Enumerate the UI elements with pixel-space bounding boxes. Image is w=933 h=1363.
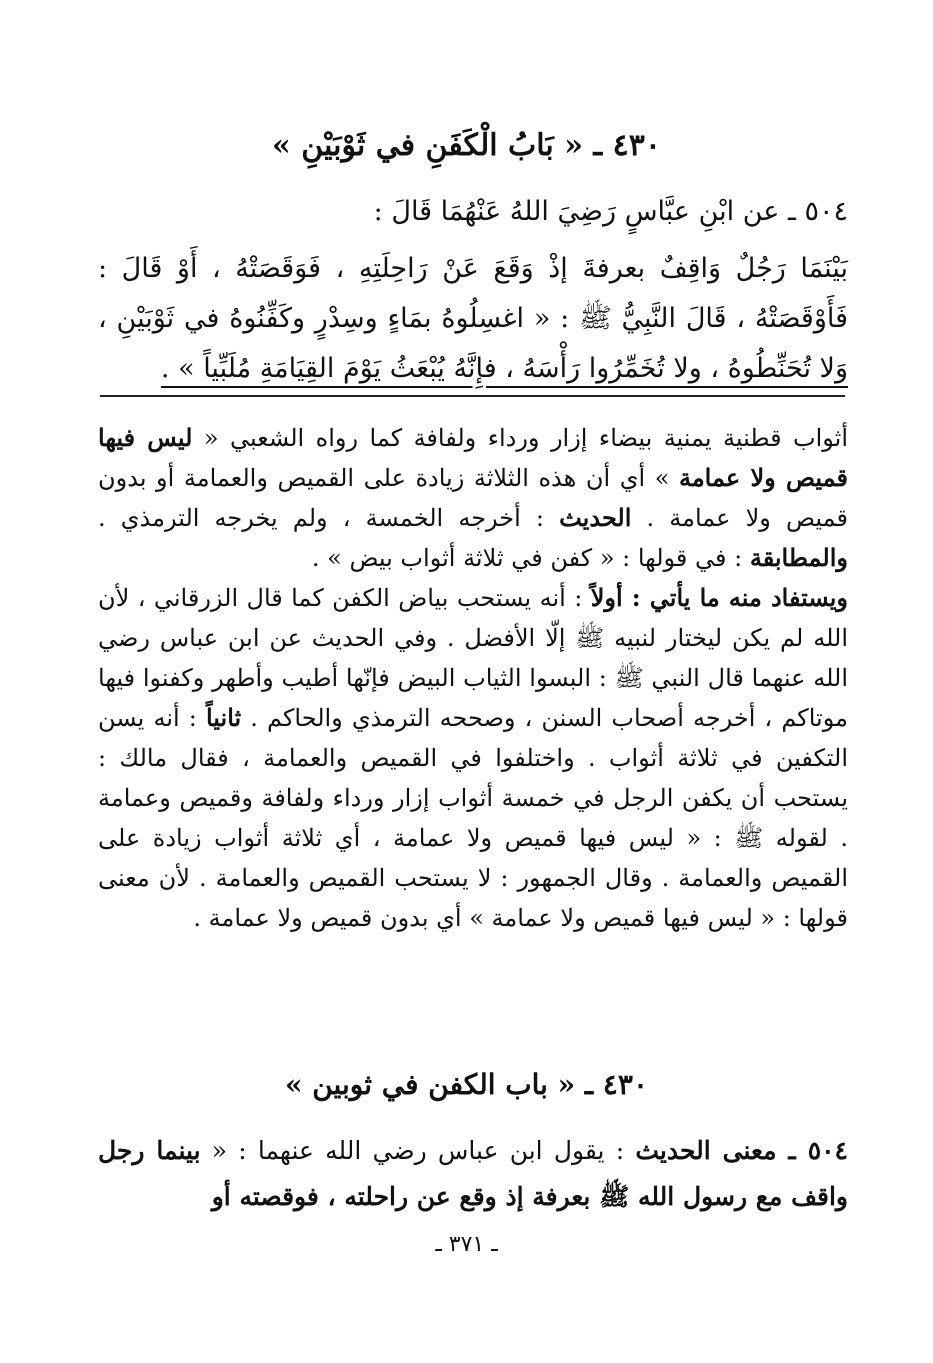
commentary — [98, 418, 848, 938]
commentary-text: : أنه يسن التكفين في ثلاثة أثواب . واختلفوا في القميص والعمامة ، فقال مالك : يستحب أن يكفن الرجل في خمسة أثواب إزار ورداء ولفافة وقميص وعمامة . لقوله ﷺ : « ليس فيها قميص ولا عمامة ، أي ثلاثة أثواب زيادة على القميص والعمامة . وقال الجمهور : لا يستحب القميص والعمامة . لأن معنى قولها : « ليس فيها قميص ولا عمامة » أي بدون قميص ولا عمامة . — [98, 704, 848, 932]
commentary-bold: والمطابقة — [749, 543, 848, 572]
chapter-title: ٤٣٠ ـ « بَابُ الْكَفَنِ في ثَوْبَيْنِ » — [272, 128, 661, 163]
meaning-paragraph — [98, 1128, 848, 1220]
commentary-text: : أخرجه الخمسة ، ولم يخرجه الترمذي . — [98, 504, 544, 532]
commentary-bold: الحديث — [559, 503, 632, 532]
commentary-bold: ليس فيها قميص ولا عمامة — [98, 423, 849, 492]
hadith-meaning — [98, 1128, 848, 1220]
commentary-text: : في قولها : « كفن في ثلاثة أثواب بيض » . — [311, 544, 743, 572]
separator-line — [100, 395, 845, 397]
section-title: ٤٣٠ ـ « باب الكفن في ثوبين » — [284, 1068, 649, 1101]
commentary-paragraph-2 — [98, 578, 848, 938]
hadith-intro: ٥٠٤ ـ عن ابْنِ عبَّاسٍ رَضِيَ اللهُ عَنْهُمَا قَالَ : — [373, 196, 848, 227]
meaning-text: : يقول ابن عباس رضي الله عنهما : « — [211, 1136, 625, 1165]
hadith-body: بَيْنَمَا رَجُلٌ وَاقِفٌ بعرفةَ إذْ وَقَعَ عَنْ رَاحِلَتِهِ ، فَوَقَصَتْهُ ، أَوْ قَالَ : فَأَوْقَصَتْهُ ، قَالَ النَّبِيُّ ﷺ : « اغسِلُوهُ بمَاءٍ وسِدْرٍ وكَفِّنُوهُ في ثَوْبَيْنِ ، — [98, 253, 848, 334]
meaning-label: ٥٠٤ ـ معنى الحديث — [635, 1136, 848, 1165]
commentary-bold: ويستفاد منه ما يأتي : أولاً — [590, 583, 848, 612]
commentary-text: » أي أن هذه الثلاثة زيادة على القميص والعمامة أو بدون قميص ولا عمامة . — [98, 464, 848, 532]
commentary-text: أثواب قطنية يمنية بيضاء إزار ورداء ولفافة كما رواه الشعبي « — [203, 424, 848, 452]
commentary-text: : أنه يستحب بياض الكفن كما قال الزرقاني ، لأن الله لم يكن ليختار لنبيه ﷺ إلّا الأفضل . وفي الحديث عن ابن عباس رضي الله عنهما قال النبي ﷺ : البسوا الثياب البيض فإنّها أطيب وأطهر وكفنوا فيها موتاكم ، أخرجه أصحاب السنن ، وصححه الترمذي والحاكم . — [98, 584, 848, 732]
commentary-bold: ثانياً — [205, 703, 242, 732]
hadith-text — [98, 244, 848, 394]
hadith-body-end: وَلا تُحَنِّطُوهُ ، ولا تُخَمِّرُوا رَأْسَهُ ، فإِنَّهُ يُبْعَثُ يَوْمَ القِيَامَةِ مُلَبِّياً » . — [160, 353, 848, 384]
page-number: ـ ٣٧١ ـ — [435, 1232, 498, 1257]
commentary-paragraph-1 — [98, 418, 848, 578]
meaning-bold-text: بينما رجل واقف مع رسول الله ﷺ بعرفة إذ وقع عن راحلته ، فوقصته أو — [98, 1136, 848, 1211]
